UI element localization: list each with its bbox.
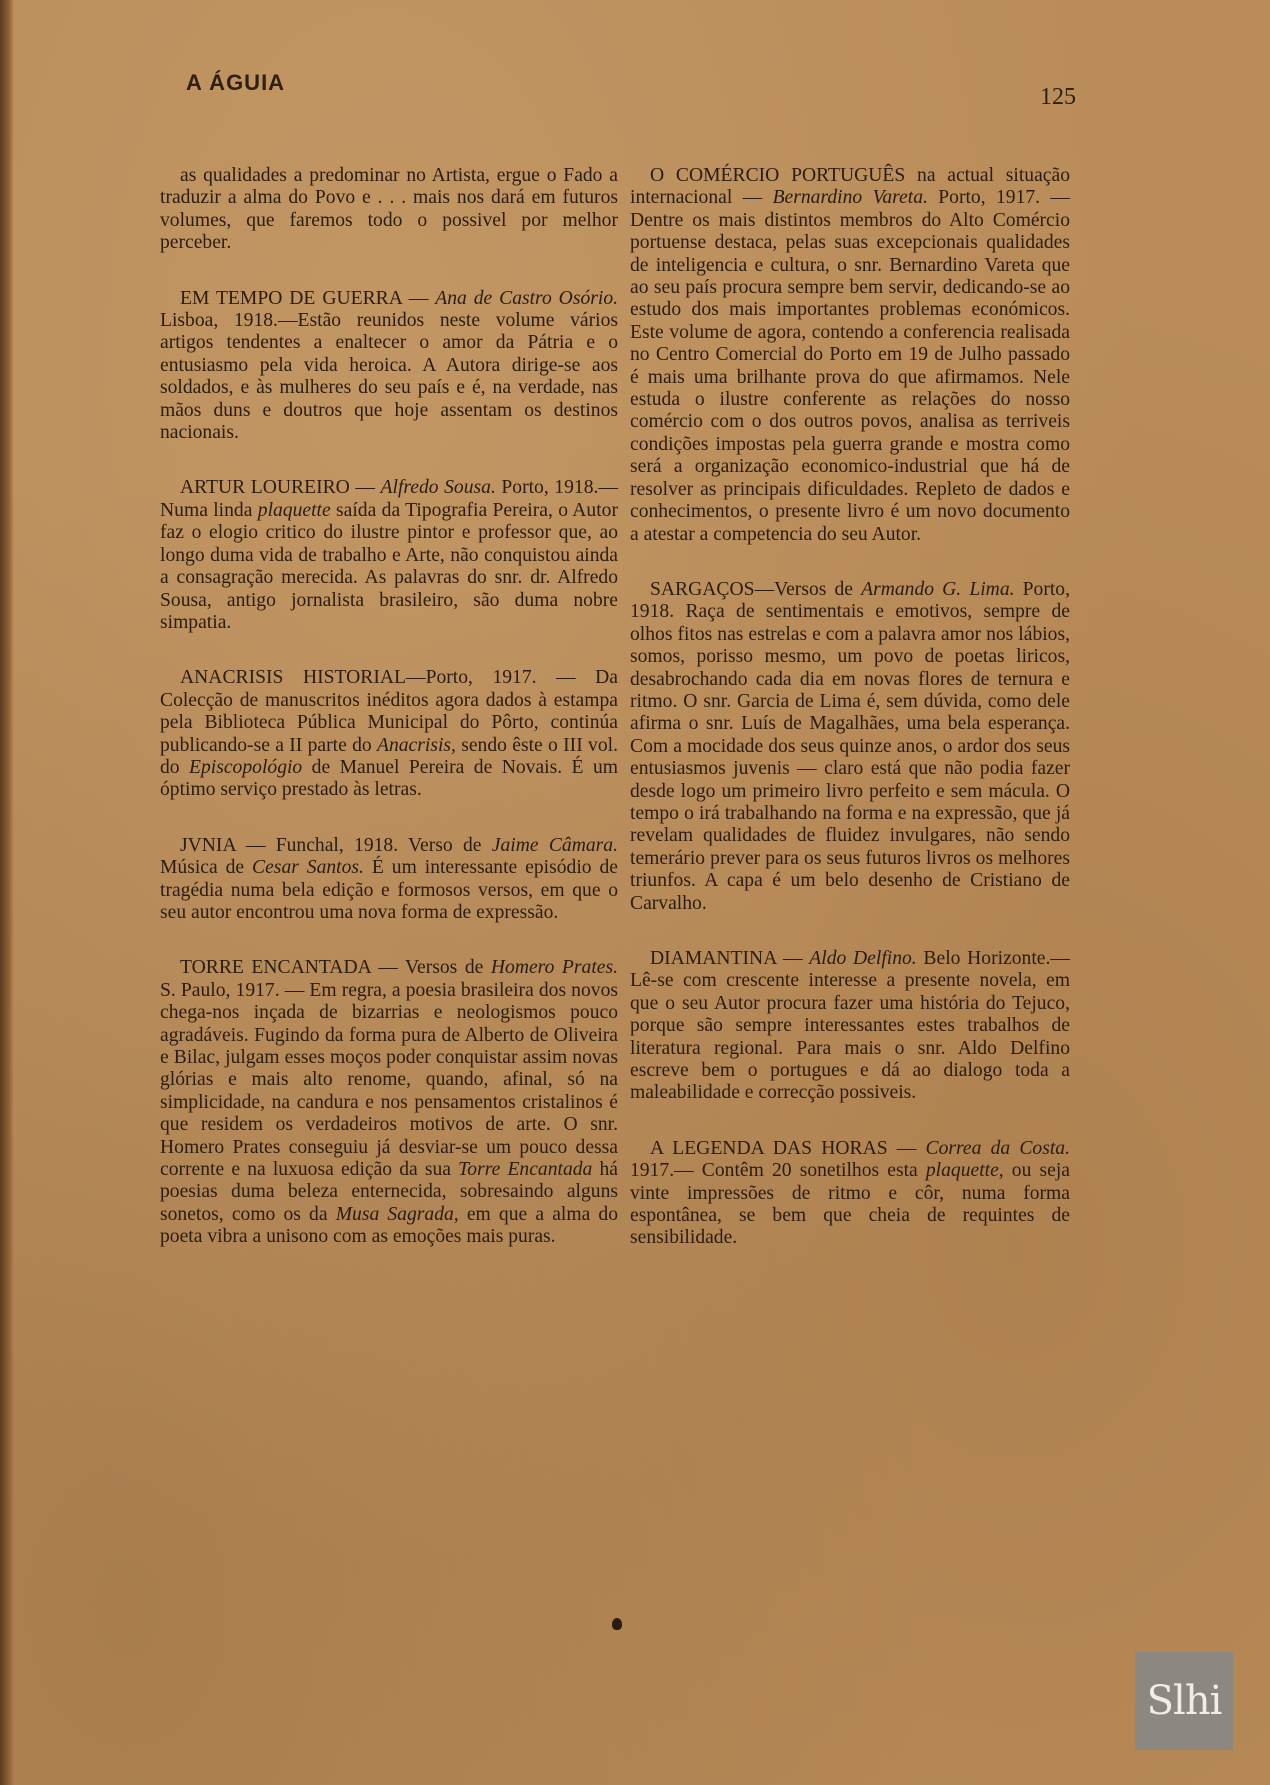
right-column [630, 165, 1070, 1283]
review-entry-em-tempo-de-guerra [160, 288, 618, 445]
review-entry-legenda-das-horas [630, 1138, 1070, 1250]
text-run: EM TEMPO DE GUERRA — [180, 287, 436, 309]
library-logo-text: Slhi [1146, 1678, 1222, 1724]
ink-blot [612, 1618, 622, 1630]
italic-text-run: Alfredo Sousa. [380, 477, 496, 499]
italic-text-run: Cesar Santos. [252, 857, 364, 879]
italic-text-run: Jaime Câmara. [491, 834, 618, 856]
text-run: há poesias duma beleza enternecida, sobresaindo alguns sonetos, como os da [160, 1159, 618, 1225]
text-run: Porto, 1917. —Dentre os mais distintos membros do Alto Comércio portuense destaca, pelas suas excepcionais qualidades de inteligencia e cultura, o snr. Bernardino Vareta que ao seu país procura sempre bem servir, dedicando-se ao estudo dos mais importantes problemas económicos. Este volume de agora, contendo a conferencia realisada no Centro Comercial do Porto em 19 de Julho passado é mais uma brilhante prova do que afirmamos. Nele estuda o ilustre conferente as relações do nosso comércio com o dos outros povos, analisa as terriveis condições impostas pela guerra grande e mostra como será a organização economico-industrial que há de resolver as principais dificuldades. Repleto de dados e conhecimentos, o presente livro é um novo documento a atestar a competencia do seu Autor. [630, 187, 1071, 545]
review-entry-sargacos [630, 579, 1070, 915]
text-run: SARGAÇOS—Versos de [650, 578, 862, 600]
page-binding-edge [0, 0, 14, 1785]
page-number: 125 [1040, 84, 1076, 110]
review-entry-comercio-portugues [630, 165, 1070, 546]
text-run: sendo êste o III vol. do [160, 734, 618, 778]
text-run: Música de [160, 857, 253, 879]
italic-text-run: Ana de Castro Osório. [435, 287, 619, 309]
italic-text-run: Musa Sagrada, [335, 1203, 459, 1225]
text-run: de Manuel Pereira de Novais. É um óptimo serviço prestado às letras. [160, 756, 618, 801]
text-run: Lisboa, 1918.—Estão reunidos neste volume vários artigos tendentes a enaltecer o amor da Pátria e o entusiasmo pela vida heroica. A Autora dirige-se aos soldados, e às mulheres do seu país e é, na verdade, nas mãos duns e doutros que hoje assentam os destinos nacionais. [160, 310, 618, 444]
review-entry-torre-encantada [160, 957, 618, 1248]
italic-text-run: Armando G. Lima. [861, 578, 1015, 600]
italic-text-run: Anacrisis, [377, 734, 456, 756]
review-entry-continuation [160, 165, 618, 255]
running-head: A ÁGUIA [186, 70, 286, 95]
text-run: S. Paulo, 1917. — Em regra, a poesia brasileira dos novos chega-nos inçada de bizarrias e neologismos pouco agradáveis. Fugindo da forma pura de Alberto de Oliveira e Bilac, julgam esses moços poder conquistar assim novas glórias e mais alto renome, quando, afinal, só na simplicidade, na candura e nos pensamentos cristalinos é que residem os verdadeiros motivos de arte. O snr. Homero Prates conseguiu já desviar-se um pouco dessa corrente e na luxuosa edição da sua [160, 979, 618, 1181]
review-entry-diamantina [630, 948, 1070, 1105]
text-run: Belo Horizonte.—Lê-se com crescente interesse a presente novela, em que o seu Autor procura fazer uma história do Tejuco, porque são sempre interessantes estes trabalhos de literatura regional. Para mais o snr. Aldo Delfino escreve bem o portugues e dá ao dialogo toda a maleabilidade e correcção possiveis. [630, 948, 1070, 1104]
library-logo [1135, 1652, 1233, 1750]
text-run: TORRE ENCANTADA — Versos de [180, 957, 491, 979]
text-run: DIAMANTINA — [650, 948, 810, 969]
text-run: A LEGENDA DAS HORAS — [650, 1137, 926, 1159]
text-run: É um interessante episódio de tragédia numa bela edição e formosos versos, em que o seu autor encontrou uma nova forma de expressão. [160, 857, 618, 923]
italic-text-run: plaquette, [925, 1160, 1004, 1182]
review-entry-artur-loureiro [160, 477, 618, 634]
review-entry-jvnia [160, 835, 618, 925]
italic-text-run: Bernardino Vareta. [772, 187, 928, 209]
italic-text-run: Aldo Delfino. [809, 948, 917, 969]
text-run: 1917.— Contêm 20 sonetilhos esta [630, 1160, 926, 1182]
text-run: JVNIA — Funchal, 1918. Verso de [180, 834, 492, 856]
text-run: Porto, 1918. Raça de sentimentais e emotivos, sempre de olhos fitos nas estrelas e com a palavra amor nos lábios, somos, porisso mesmo, um povo de poetas liricos, desabrochando cada dia em novas flores de ternura e ritmo. O snr. Garcia de Lima é, sem dúvida, como dele afirma o snr. Luís de Magalhães, uma bela esperança. Com a mocidade dos seus quinze anos, o ardor dos seus entusiasmos juvenis — claro está que não podia fazer desde logo um primeiro livro perfeito e sem mácula. O tempo o irá trabalhando na forma e na expressão, que já revelam qualidades de fluidez invulgares, não sendo temerário prever para os seus futuros livros os melhores triunfos. A capa é um belo desenho de Cristiano de Carvalho. [630, 578, 1070, 914]
text-run: saída da Tipografia Pereira, o Autor faz o elogio critico do ilustre pintor e professor que, ao longo duma vida de trabalho e Arte, não conquistou ainda a consagração merecida. As palavras do snr. dr. Alfredo Sousa, antigo jornalista brasileiro, são duma nobre simpatia. [160, 499, 618, 633]
italic-text-run: Correa da Costa. [925, 1137, 1070, 1159]
text-run: ARTUR LOUREIRO — [180, 477, 381, 499]
text-run: ANACRISIS HISTORIAL—Porto, 1917. — Da Colecção de manuscritos inéditos agora dados à estampa pela Biblioteca Pública Municipal do Pôrto, continúa publicando-se a II parte do [160, 667, 618, 756]
text-run: O COMÉRCIO PORTUGUÊS na actual situação internacional — [630, 165, 1070, 209]
left-column [160, 165, 618, 1282]
text-run: Porto, 1918.— Numa linda [160, 477, 618, 521]
italic-text-run: Homero Prates. [490, 957, 618, 979]
review-entry-anacrisis-historial [160, 667, 618, 801]
italic-text-run: Episcopológio [189, 756, 303, 778]
text-run: ou seja vinte impressões de ritmo e côr, numa forma espontânea, se bem que cheia de requintes de sensibilidade. [630, 1160, 1070, 1249]
text-run: em que a alma do poeta vibra a unisono com as emoções mais puras. [160, 1203, 619, 1248]
italic-text-run: plaquette [257, 499, 331, 521]
italic-text-run: Torre Encantada [458, 1159, 593, 1181]
text-run: as qualidades a predominar no Artista, ergue o Fado a traduzir a alma do Povo e . . . mais nos dará em futuros volumes, que faremos todo o possivel por melhor perceber. [160, 165, 618, 254]
